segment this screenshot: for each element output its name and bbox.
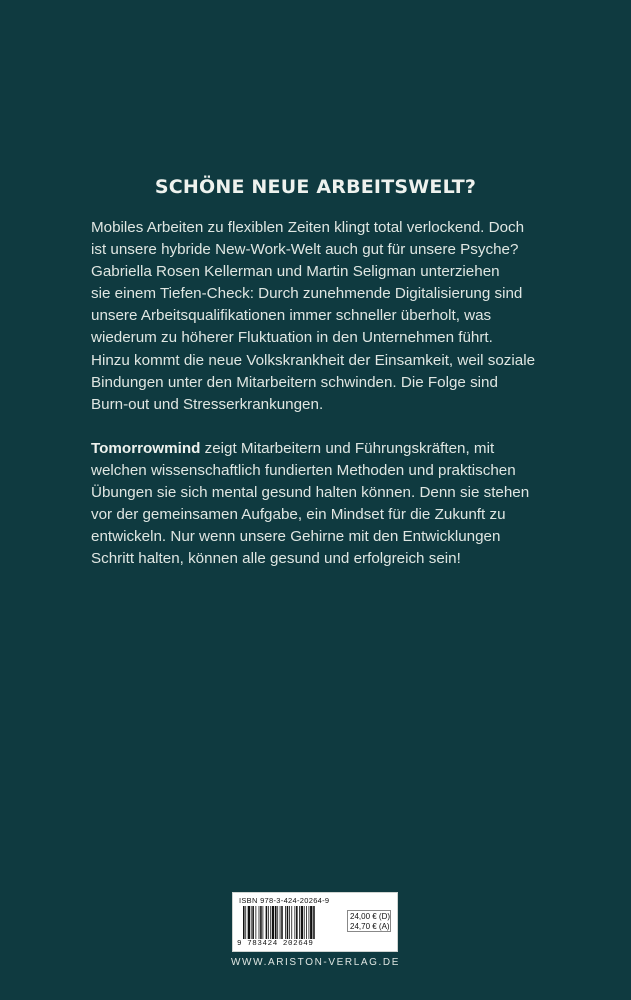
barcode-bar xyxy=(294,906,295,939)
barcode-bar xyxy=(285,906,286,939)
barcode-bar xyxy=(313,906,315,939)
paragraph1-line: ist unsere hybride New-Work-Welt auch gut für unsere Psyche? xyxy=(91,241,519,259)
barcode-bar xyxy=(299,906,300,939)
barcode-bar xyxy=(291,906,292,939)
publisher-url: WWW.ARISTON-VERLAG.DE xyxy=(231,957,400,968)
paragraph-gap xyxy=(91,416,546,438)
paragraph1-line: Gabriella Rosen Kellerman und Martin Seligman unterziehen xyxy=(91,263,500,281)
paragraph2-first-line xyxy=(91,438,546,460)
price-austria: 24,70 € (A) xyxy=(350,922,390,931)
barcode-bar xyxy=(260,906,262,939)
barcode-bar xyxy=(296,906,298,939)
paragraph1-line: Hinzu kommt die neue Volkskrankheit der Einsamkeit, weil soziale xyxy=(91,351,536,369)
barcode-bar xyxy=(310,906,312,939)
paragraph2-line: vor der gemeinsamen Aufgabe, ein Mindset für die Zukunft zu xyxy=(91,506,506,524)
paragraph2-line: Übungen sie sich mental gesund halten können. Denn sie stehen xyxy=(91,484,530,502)
paragraph1-line: sie einem Tiefen-Check: Durch zunehmende Digitalisierung sind xyxy=(91,285,523,303)
barcode-bar xyxy=(259,906,260,939)
barcode-sticker xyxy=(232,892,398,952)
barcode-bar xyxy=(245,906,246,939)
barcode-bar xyxy=(270,906,271,939)
paragraph1-line: wiederum zu höherer Fluktuation in den Unternehmen führt. xyxy=(91,329,493,347)
paragraph2-line: entwickeln. Nur wenn unsere Gehirne mit den Entwicklungen xyxy=(91,528,501,546)
paragraph1-line: Burn-out und Stresserkrankungen. xyxy=(91,395,324,413)
barcode-bar xyxy=(248,906,250,939)
barcode-bar xyxy=(289,906,290,939)
barcode-bar xyxy=(243,906,245,939)
barcode-bar xyxy=(263,906,264,939)
paragraph1-line: Mobiles Arbeiten zu flexiblen Zeiten klingt total verlockend. Doch xyxy=(91,219,525,236)
price-box xyxy=(347,910,391,932)
barcode-bar xyxy=(252,906,254,939)
barcode-bar xyxy=(306,906,307,939)
paragraph2-first-line-rest: zeigt Mitarbeitern und Führungskräften, mit xyxy=(200,439,495,457)
barcode-bar xyxy=(266,906,268,939)
barcode-bar xyxy=(301,906,303,939)
barcode-bar xyxy=(287,906,289,939)
barcode-bar xyxy=(272,906,274,939)
barcode-bar xyxy=(277,906,278,939)
paragraph1-line: Bindungen unter den Mitarbeitern schwinden. Die Folge sind xyxy=(91,373,498,391)
barcode-digits: 9 783424 202649 xyxy=(237,940,314,948)
paragraph2-line: Schritt halten, können alle gesund und erfolgreich sein! xyxy=(91,550,461,568)
barcode-bar xyxy=(255,906,256,939)
barcode-bar xyxy=(281,906,283,939)
price-germany: 24,00 € (D) xyxy=(350,912,391,921)
barcode-bar xyxy=(309,906,310,939)
barcode-bar xyxy=(304,906,305,939)
paragraph1-line: unsere Arbeitsqualifikationen immer schneller überholt, was xyxy=(91,307,492,325)
book-title-bold: Tomorrowmind xyxy=(91,439,201,457)
heading: SCHÖNE NEUE ARBEITSWELT? xyxy=(154,176,477,198)
barcode-bar xyxy=(275,906,277,939)
barcode-bar xyxy=(280,906,281,939)
barcode-bars xyxy=(243,906,343,939)
isbn-text: ISBN 978-3-424-20264-9 xyxy=(239,896,330,905)
barcode-bar xyxy=(268,906,269,939)
barcode-bar xyxy=(251,906,252,939)
paragraph2-line: welchen wissenschaftlich fundierten Methoden und praktischen xyxy=(91,461,516,479)
blurb xyxy=(91,217,546,570)
